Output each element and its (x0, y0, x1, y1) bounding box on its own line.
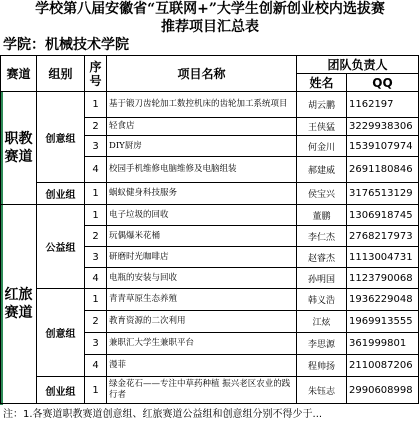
row-project-name: 轻食店 (107, 118, 297, 136)
group-red-creative: 创意组 (37, 289, 85, 377)
track-header: 赛道 (1, 56, 37, 92)
row-qq: 2691180846 (347, 157, 419, 183)
row-leader: 侯宝兴 (297, 183, 347, 205)
group-vocational-creative: 创意组 (37, 92, 85, 183)
group-vocational-startup: 创业组 (37, 183, 85, 205)
row-project-name: 漫菲 (107, 355, 297, 377)
row-leader: 朱钰志 (297, 377, 347, 404)
row-seq: 4 (85, 355, 107, 377)
leader-name-header: 姓名 (297, 74, 347, 92)
row-qq: 2990608998 (347, 377, 419, 404)
row-project-name: 电瓶的安装与回收 (107, 268, 297, 289)
row-seq: 2 (85, 311, 107, 333)
row-qq: 2768217973 (347, 226, 419, 247)
row-qq: 1113004731 (347, 247, 419, 268)
row-qq: 3176513129 (347, 183, 419, 205)
row-project-name: 玩偶爆米花桶 (107, 226, 297, 247)
team-header: 团队负责人 (297, 56, 419, 74)
row-seq: 3 (85, 136, 107, 157)
row-seq: 1 (85, 289, 107, 311)
row-seq: 4 (85, 268, 107, 289)
title-line-1: 学校第八届安徽省“互联网+”大学生创新创业校内选拔赛 (35, 1, 385, 17)
row-qq: 1306918745 (347, 205, 419, 226)
row-project-name: 教育资源的二次利用 (107, 311, 297, 333)
qq-header: QQ (347, 74, 419, 92)
row-leader: 何金川 (297, 136, 347, 157)
row-project-name: 研磨时光咖啡店 (107, 247, 297, 268)
row-seq: 3 (85, 333, 107, 355)
seq-header: 序号 (85, 56, 107, 92)
row-leader: 胡云鹏 (297, 92, 347, 118)
row-project-name: 青青草原生态养殖 (107, 289, 297, 311)
row-leader: 李仁杰 (297, 226, 347, 247)
row-project-name: DIY厨房 (107, 136, 297, 157)
row-leader: 程帅扬 (297, 355, 347, 377)
row-seq: 1 (85, 183, 107, 205)
row-leader: 江炫 (297, 311, 347, 333)
row-seq: 3 (85, 247, 107, 268)
row-seq: 2 (85, 118, 107, 136)
row-qq: 1936229048 (347, 289, 419, 311)
project-header: 项目名称 (107, 56, 297, 92)
row-project-name: 校园手机维修电脑维修及电脑组装 (107, 157, 297, 183)
projects-table (0, 55, 419, 404)
college-label: 学院：机械技术学院 (3, 37, 129, 53)
row-qq: 361999801 (347, 333, 419, 355)
row-project-name: 蜗蚁健身科技服务 (107, 183, 297, 205)
row-qq: 2110087206 (347, 355, 419, 377)
row-project-name: 电子垃圾的回收 (107, 205, 297, 226)
track-vocational: 职教赛道 (1, 92, 37, 205)
row-leader: 王侠猛 (297, 118, 347, 136)
footnote: 注：1.各赛道职教赛道创意组、红旅赛道公益组和创意组分别不得少于... (3, 409, 323, 420)
row-leader: 韩义浩 (297, 289, 347, 311)
row-project-name: 兼职汇大学生兼职平台 (107, 333, 297, 355)
group-red-public-welfare: 公益组 (37, 205, 85, 289)
row-seq: 1 (85, 92, 107, 118)
row-project-name: 基于锻刀齿轮加工数控机床的齿轮加工系统项目 (107, 92, 297, 118)
track-red: 红旅赛道 (1, 205, 37, 404)
row-leader: 赵睿杰 (297, 247, 347, 268)
row-project-name: 绿金花石——专注中草药种植 振兴老区农业的践行者 (107, 377, 297, 404)
row-seq: 1 (85, 377, 107, 404)
row-leader: 孙明国 (297, 268, 347, 289)
row-leader: 李思源 (297, 333, 347, 355)
row-leader: 郝建威 (297, 157, 347, 183)
row-qq: 1162197 (347, 92, 419, 118)
title-line-2: 推荐项目汇总表 (161, 19, 259, 35)
row-qq: 1539107974 (347, 136, 419, 157)
row-seq: 2 (85, 226, 107, 247)
row-seq: 4 (85, 157, 107, 183)
row-qq: 1969913555 (347, 311, 419, 333)
row-qq: 1123790068 (347, 268, 419, 289)
row-leader: 董鹏 (297, 205, 347, 226)
group-red-startup: 创业组 (37, 377, 85, 404)
row-seq: 1 (85, 205, 107, 226)
group-header: 组别 (37, 56, 85, 92)
row-qq: 3229938306 (347, 118, 419, 136)
page-title (0, 0, 420, 36)
